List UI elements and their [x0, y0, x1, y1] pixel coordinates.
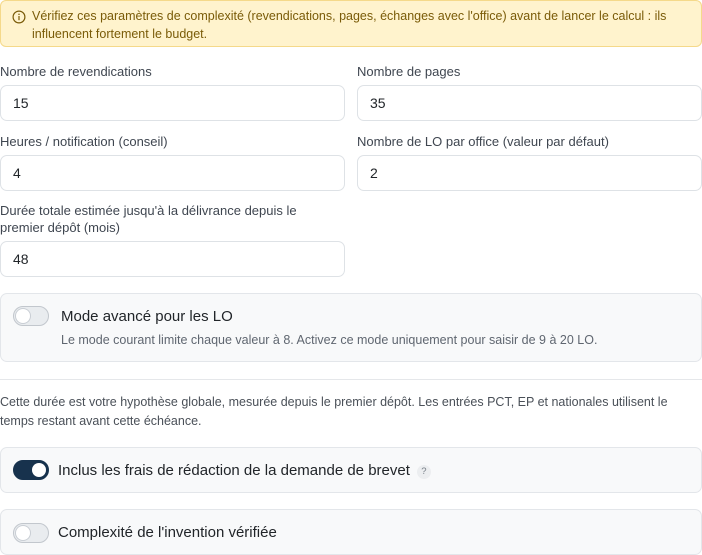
drafting-fees-label: Inclus les frais de rédaction de la demande de brevet — [58, 462, 410, 479]
help-icon[interactable]: ? — [417, 465, 431, 479]
hours-label: Heures / notification (conseil) — [0, 134, 168, 149]
pages-label: Nombre de pages — [357, 64, 461, 79]
advanced-mode-card — [0, 293, 702, 362]
toggle-knob — [16, 526, 30, 540]
toggle-knob — [16, 309, 30, 323]
complexity-verified-toggle[interactable] — [13, 523, 49, 543]
drafting-fees-toggle[interactable] — [13, 460, 49, 480]
hours-input[interactable] — [0, 155, 345, 191]
advanced-mode-toggle[interactable] — [13, 306, 49, 326]
complexity-warning-alert — [0, 0, 702, 47]
info-circle-icon — [12, 10, 26, 24]
claims-label: Nombre de revendications — [0, 64, 152, 79]
toggle-knob — [32, 463, 46, 477]
lo-per-office-input[interactable] — [357, 155, 702, 191]
alert-text: Vérifiez ces paramètres de complexité (revendications, pages, échanges avec l'office) avant de lancer le calcul : ils influencent fortement le budget. — [32, 9, 667, 41]
lo-per-office-label: Nombre de LO par office (valeur par défaut) — [357, 134, 609, 149]
advanced-mode-label: Mode avancé pour les LO — [61, 308, 233, 325]
duration-label: Durée totale estimée jusqu'à la délivrance depuis le premier dépôt (mois) — [0, 203, 297, 235]
pages-input[interactable] — [357, 85, 702, 121]
advanced-mode-description: Le mode courant limite chaque valeur à 8. Activez ce mode uniquement pour saisir de 9 à 20 LO. — [61, 333, 598, 347]
drafting-fees-label-row — [58, 461, 431, 480]
drafting-fees-card — [0, 447, 702, 493]
duration-input[interactable] — [0, 241, 345, 277]
duration-note: Cette durée est votre hypothèse globale, mesurée depuis le premier dépôt. Les entrées PCT, EP et nationales utilisent le temps restant avant cette échéance. — [0, 395, 668, 428]
complexity-verified-card — [0, 509, 702, 555]
section-divider — [0, 379, 702, 380]
claims-input[interactable] — [0, 85, 345, 121]
complexity-verified-label: Complexité de l'invention vérifiée — [58, 524, 277, 541]
